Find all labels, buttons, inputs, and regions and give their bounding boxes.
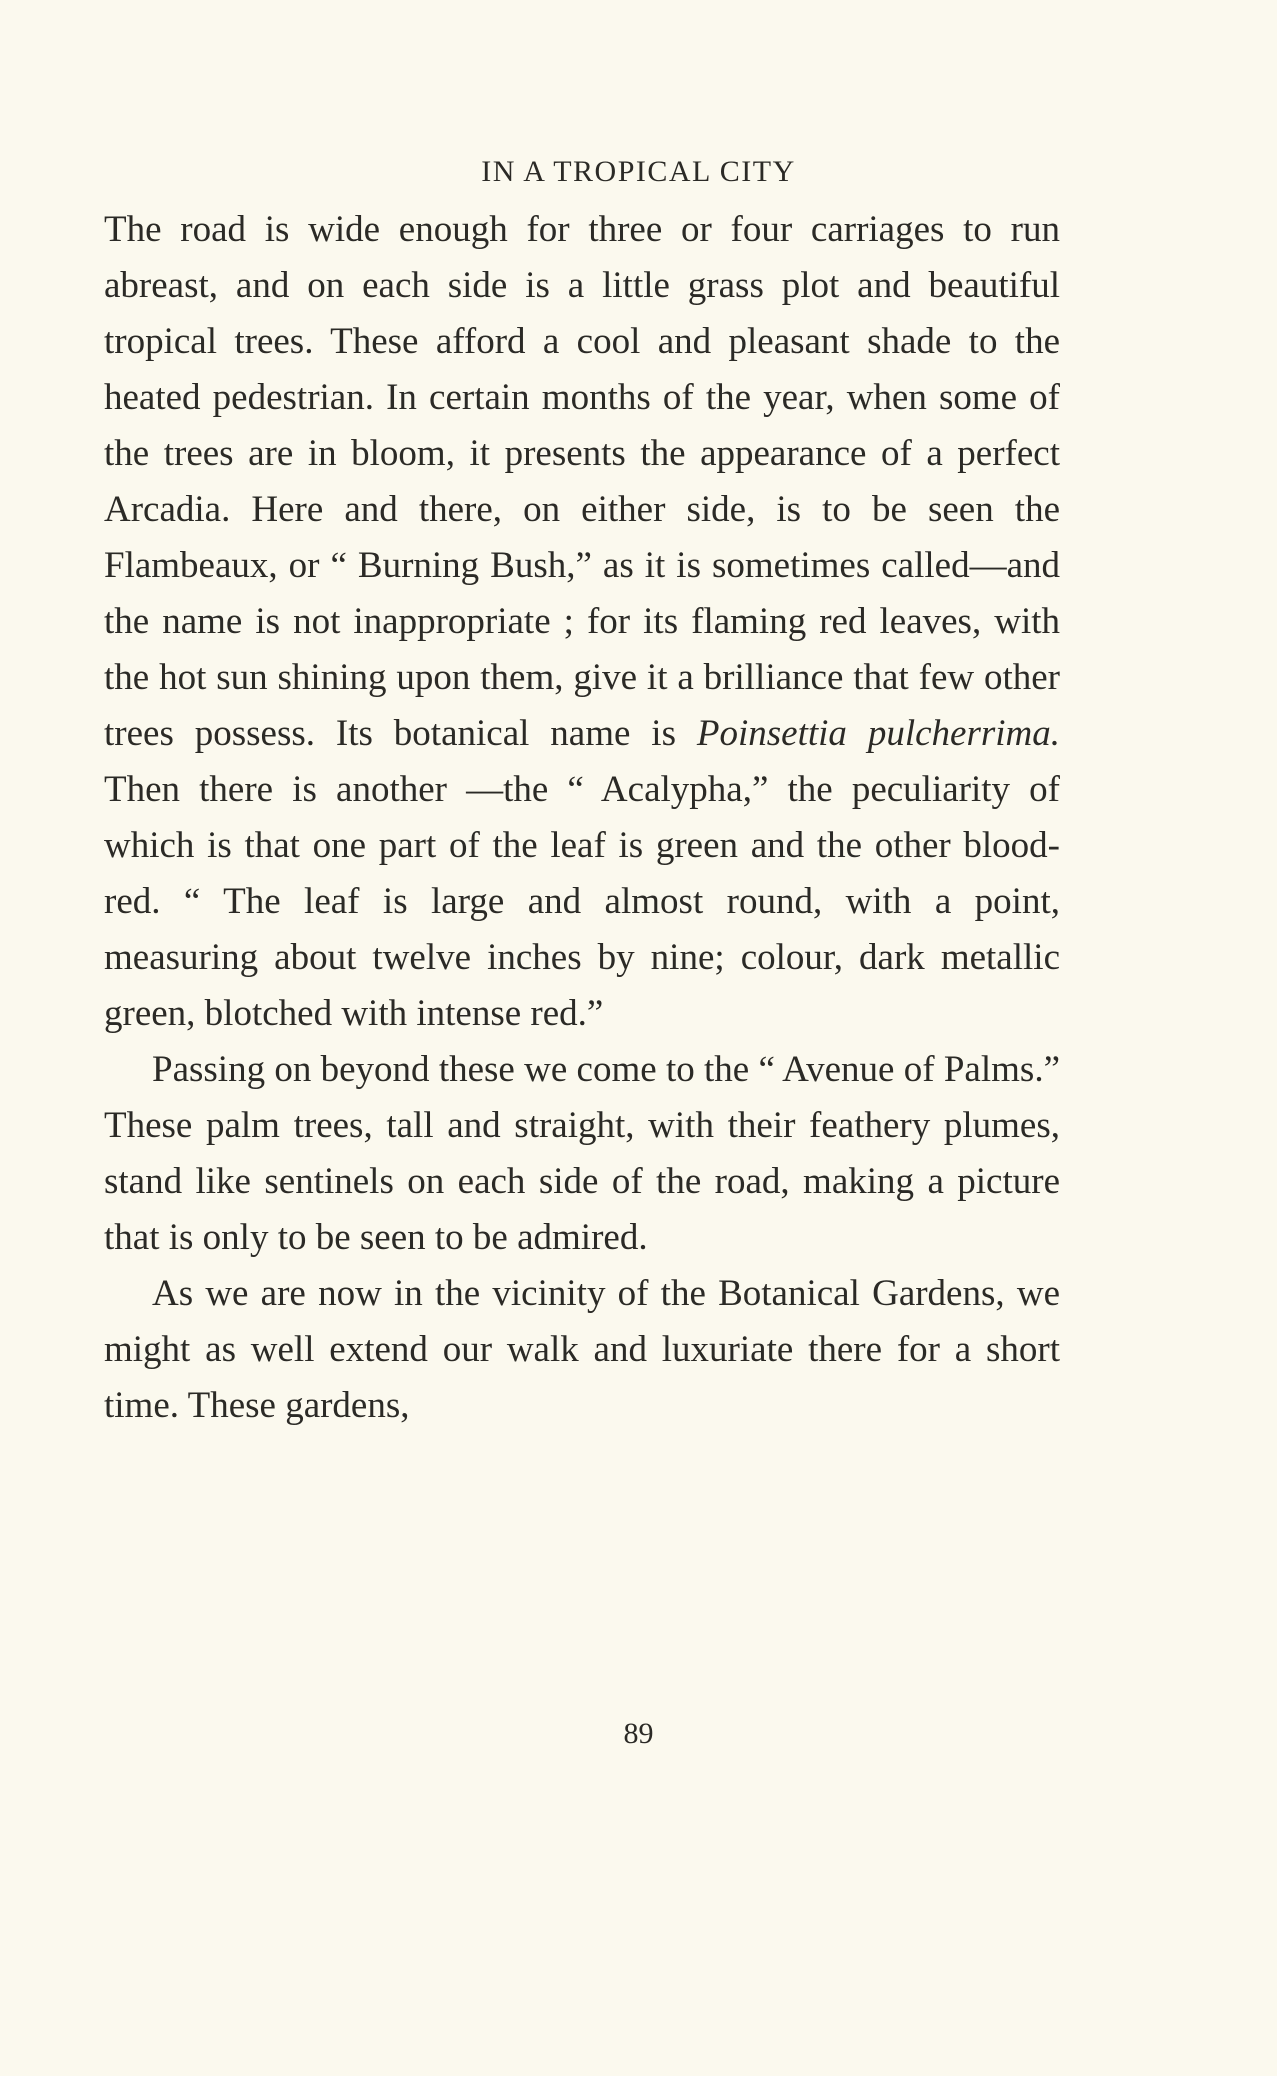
text-run: Then there is another —the “ Acalypha,” the peculiarity of which is that one part of the leaf is green and the other blood-red. “ The leaf is large and almost round, with a point, measuring about twelve inches by nine; colour, dark metallic green, blotched with intense red.” xyxy=(104,769,1060,1034)
body-text xyxy=(104,202,1060,1434)
page-number: 89 xyxy=(623,1717,654,1750)
running-head: IN A TROPICAL CITY xyxy=(481,155,796,188)
text-run: The road is wide enough for three or four carriages to run abreast, and on each side is a little grass plot and beautiful tropical trees. These afford a cool and pleasant shade to the heated pedestrian. In certain months of the year, when some of the trees are in bloom, it presents the appearance of a perfect Arcadia. Here and there, on either side, is to be seen the Flambeaux, or “ Burning Bush,” as it is sometimes called—and the name is not inappropriate ; for its flaming red leaves, with the hot sun shining upon them, give it a brilliance that few other trees possess. Its botanical name is xyxy=(104,209,1060,754)
paragraph xyxy=(104,202,1060,1042)
botanical-name: Poinsettia pulcherrima. xyxy=(696,713,1060,754)
paragraph xyxy=(104,1042,1060,1266)
paragraph xyxy=(104,1266,1060,1434)
text-run: As we are now in the vicinity of the Botanical Gardens, we might as well extend our walk and luxuriate there for a short time. These gardens, xyxy=(104,1273,1060,1426)
text-run: Passing on beyond these we come to the “ Avenue of Palms.” These palm trees, tall and straight, with their feathery plumes, stand like sentinels on each side of the road, making a picture that is only to be seen to be admired. xyxy=(104,1049,1060,1258)
